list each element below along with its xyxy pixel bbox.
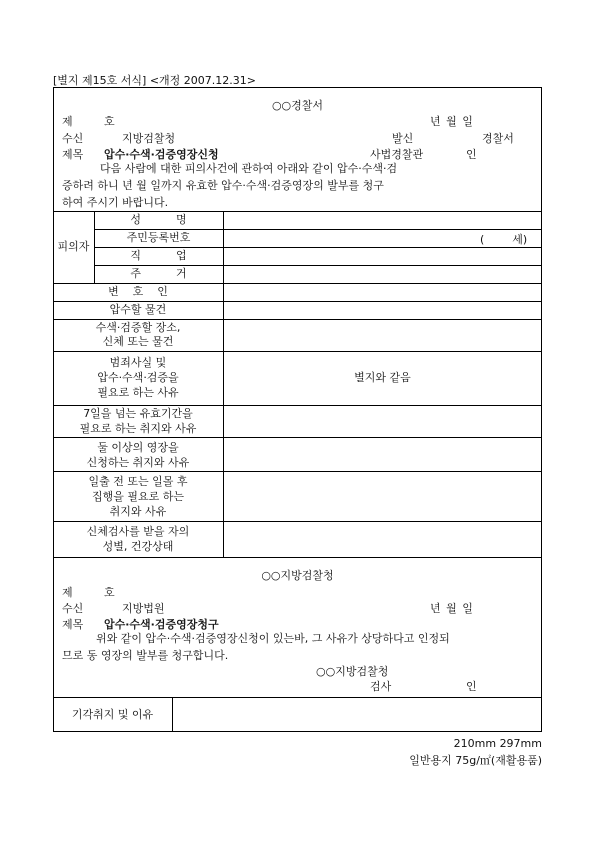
items-label: 압수할 물건 (109, 303, 167, 316)
claim-to-value: 지방법원 (122, 602, 165, 615)
claim-body-line1: 위와 같이 압수·수색·검증영장신청이 있는바, 그 사유가 상당하다고 인정되 (96, 632, 450, 645)
rejection-divider (172, 697, 173, 732)
night-exec-label-line2: 집행을 필요로 하는 (91, 490, 184, 503)
night-exec-label (53, 474, 223, 519)
rejection-label: 기각취지 및 이유 (71, 708, 154, 721)
request-seal: 인 (466, 148, 477, 161)
request-date: 년 월 일 (430, 115, 473, 128)
rule (53, 471, 542, 472)
claim-no-label: 제 (62, 586, 73, 599)
multi-warrant-label (53, 440, 223, 470)
request-from-value: 경찰서 (482, 132, 514, 145)
rule (53, 521, 542, 522)
request-no-suffix: 호 (104, 115, 115, 128)
crime-value: 별지와 같음 (354, 371, 411, 384)
body-exam-label-line2: 성별, 건강상태 (102, 540, 174, 553)
crime-label-line2: 압수·수색·검증을 (97, 371, 179, 384)
name-label: 성 명 (130, 213, 187, 226)
crime-label-line3: 필요로 하는 사유 (97, 386, 179, 399)
request-no-label: 제 (62, 115, 73, 128)
place-label (53, 321, 223, 349)
period-label (53, 406, 223, 436)
claim-sign-office: ○○지방검찰청 (316, 665, 389, 678)
address-label: 주 거 (130, 267, 187, 280)
request-officer: 사법경찰관 (370, 148, 424, 161)
paper-type: 일반용지 75g/㎡(재활용품) (409, 754, 542, 767)
request-to-value: 지방검찰청 (122, 132, 176, 145)
prosecutor-office-title: ○○지방검찰청 (261, 569, 334, 582)
rule (53, 319, 542, 320)
table-top-rule (53, 211, 542, 212)
place-label-line1: 수색·검증할 장소, (95, 321, 181, 334)
rrn-label: 주민등록번호 (126, 231, 191, 244)
suspect-label: 피의자 (57, 240, 90, 253)
job-label: 직 업 (130, 249, 187, 262)
multi-warrant-label-line1: 둘 이상의 영장을 (97, 441, 179, 454)
multi-warrant-label-line2: 신청하는 취지와 사유 (86, 456, 190, 469)
claim-subject-label: 제목 (62, 618, 84, 631)
claim-body-line2: 므로 동 영장의 발부를 청구합니다. (62, 649, 229, 662)
age-field: ( 세) (480, 233, 528, 246)
police-office-title: ○○경찰서 (271, 99, 324, 112)
rejection-top-rule (53, 697, 542, 698)
table-bottom-rule (53, 557, 542, 558)
claim-no-suffix: 호 (104, 586, 115, 599)
request-body-line3: 하여 주시기 바랍니다. (62, 196, 169, 209)
rule (94, 247, 542, 248)
claim-subject-value: 압수·수색·검증영장청구 (104, 618, 219, 631)
claim-date: 년 월 일 (430, 602, 473, 615)
night-exec-label-line1: 일출 전 또는 일몰 후 (88, 475, 188, 488)
rule (53, 437, 542, 438)
place-label-line2: 신체 또는 물건 (102, 335, 174, 348)
night-exec-label-line3: 취지와 사유 (109, 505, 167, 518)
rule (53, 301, 542, 302)
period-label-line1: 7일을 넘는 유효기간을 (83, 407, 193, 420)
period-label-line2: 필요로 하는 취지와 사유 (79, 422, 197, 435)
request-body-line1: 다음 사람에 대한 피의사건에 관하여 아래와 같이 압수·수색·검 (100, 162, 398, 175)
claim-to-label: 수신 (62, 602, 84, 615)
rule (53, 283, 542, 284)
rule (94, 265, 542, 266)
request-body-line2: 증하려 하니 년 월 일까지 유효한 압수·수색·검증영장의 발부를 청구 (62, 179, 384, 192)
crime-label-line1: 범죄사실 및 (109, 356, 167, 369)
claim-seal: 인 (466, 680, 477, 693)
rule (94, 229, 542, 230)
request-subject-label: 제목 (62, 148, 84, 161)
crime-label (53, 355, 223, 400)
paper-size: 210mm 297mm (453, 737, 542, 750)
request-from-label: 발신 (392, 132, 414, 145)
lawyer-label: 변 호 인 (108, 285, 168, 298)
request-subject-value: 압수·수색·검증영장신청 (104, 148, 219, 161)
claim-prosecutor: 검사 (370, 680, 392, 693)
body-exam-label-line1: 신체검사를 받을 자의 (86, 525, 190, 538)
request-to-label: 수신 (62, 132, 84, 145)
body-exam-label (53, 524, 223, 554)
form-label: [별지 제15호 서식] <개정 2007.12.31> (53, 74, 256, 87)
rule (53, 351, 542, 352)
